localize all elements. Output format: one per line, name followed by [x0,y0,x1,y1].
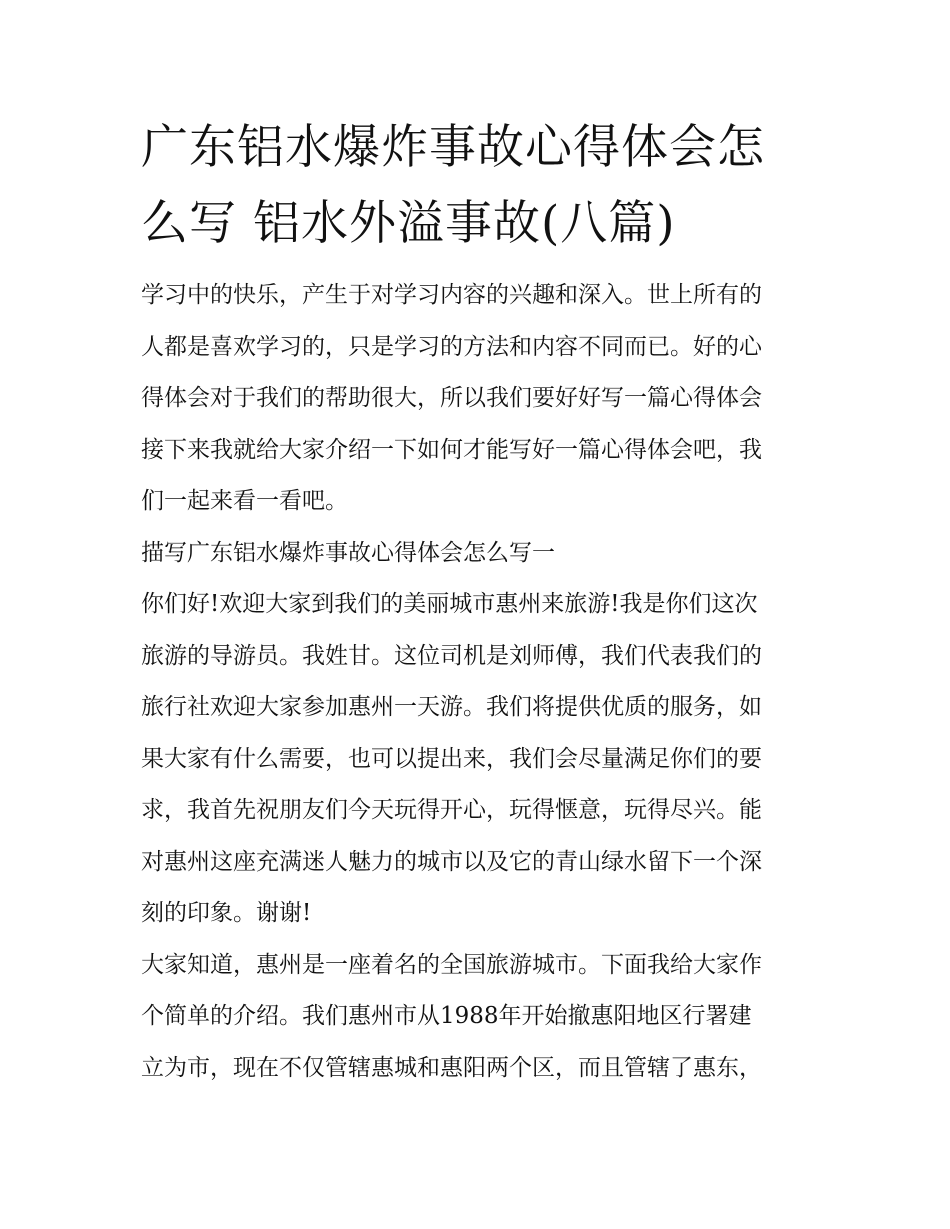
text-line: 接下来我就给大家介绍一下如何才能写好一篇心得体会吧，我 [141,436,762,463]
text-line: 立为市，现在不仅管辖惠城和惠阳两个区，而且管辖了惠东， [141,1054,762,1081]
text-line: 求，我首先祝朋友们今天玩得开心，玩得惬意，玩得尽兴。能 [141,797,762,823]
document-body [141,270,813,1094]
section-heading [141,528,813,580]
text-line: 刻的印象。谢谢! [141,900,312,926]
text-line: 描写广东铝水爆炸事故心得体会怎么写一 [141,539,555,566]
text-line: 大家知道，惠州是一座着名的全国旅游城市。下面我给大家作 [141,951,762,978]
document-title [141,110,813,262]
title-line: 广东铝水爆炸事故心得体会怎 [141,120,765,175]
document-page [141,110,813,1094]
text-line: 个简单的介绍。我们惠州市从1988年开始撤惠阳地区行署建 [141,1003,752,1029]
text-line: 果大家有什么需要，也可以提出来，我们会尽量满足你们的要 [141,745,762,772]
text-line: 人都是喜欢学习的，只是学习的方法和内容不同而已。好的心 [141,333,762,360]
intro-paragraph [141,270,813,528]
introduction-paragraph [141,940,813,1095]
title-line: 么写 铝水外溢事故(八篇) [141,196,676,251]
text-line: 对惠州这座充满迷人魅力的城市以及它的青山绿水留下一个深 [141,848,762,875]
text-line: 得体会对于我们的帮助很大，所以我们要好好写一篇心得体会 [141,385,762,411]
text-line: 你们好!欢迎大家到我们的美丽城市惠州来旅游!我是你们这次 [141,591,758,617]
text-line: 们一起来看一看吧。 [141,488,348,514]
text-line: 学习中的快乐，产生于对学习内容的兴趣和深入。世上所有的 [141,282,762,308]
text-line: 旅游的导游员。我姓甘。这位司机是刘师傅，我们代表我们的 [141,642,762,669]
text-line: 旅行社欢迎大家参加惠州一天游。我们将提供优质的服务，如 [141,694,762,720]
welcome-paragraph [141,579,813,940]
